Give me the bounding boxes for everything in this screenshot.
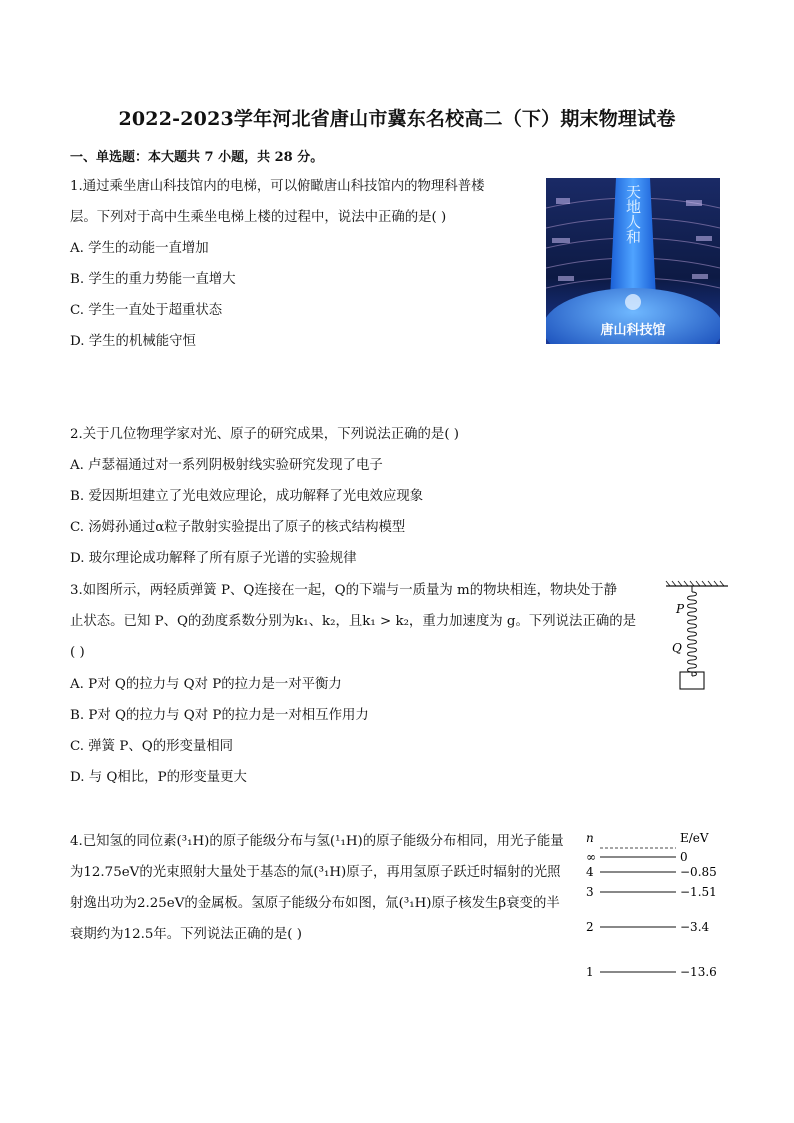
energy-level-e-4: −3.4 [680,920,710,934]
q2-stem: 2.关于几位物理学家对光、原子的研究成果，下列说法正确的是( ) [70,427,460,442]
q3-option-d[interactable]: D. 与 Q相比，P的形变量更大 [70,770,247,785]
photo-column-text: 天地人和 [624,184,642,244]
energy-level-e-2: −0.85 [680,865,717,879]
energy-unit-label: E/eV [680,831,709,845]
q2-option-c[interactable]: C. 汤姆孙通过α粒子散射实验提出了原子的核式结构模型 [70,520,406,535]
q1-stem-line1: 1.通过乘坐唐山科技馆内的电梯，可以俯瞰唐山科技馆内的物理科普楼 [70,179,485,194]
energy-n-label: n [586,831,594,845]
spring-label-q: Q [672,641,682,655]
q3-stem-line1: 3.如图所示，两轻质弹簧 P、Q连接在一起，Q的下端与一质量为 m的物块相连，物块处于静 [70,583,618,598]
spring-label-p: P [676,602,685,616]
q2-option-b[interactable]: B. 爱因斯坦建立了光电效应理论，成功解释了光电效应现象 [70,489,424,504]
q4-stem-line3: 射逸出功为2.25eV的金属板。氢原子能级分布如图，氚(³₁H)原子核发生β衰变的半 [70,896,560,911]
q3-stem-line2: 止状态。已知 P、Q的劲度系数分别为k₁、k₂，且k₁ > k₂，重力加速度为 g。下列说法正确的是 [70,614,637,629]
energy-level-n-3: 3 [586,885,594,899]
q1-stem-line2: 层。下列对于高中生乘坐电梯上楼的过程中，说法中正确的是( ) [70,210,447,225]
q1-option-a[interactable]: A. 学生的动能一直增加 [70,241,209,256]
page-title: 2022-2023学年河北省唐山市冀东名校高二（下）期末物理试卷 [118,108,676,130]
spring-diagram [662,580,732,692]
q2-option-d[interactable]: D. 玻尔理论成功解释了所有原子光谱的实验规律 [70,551,357,566]
energy-level-e-3: −1.51 [680,885,717,899]
q3-option-a[interactable]: A. P对 Q的拉力与 Q对 P的拉力是一对平衡力 [70,677,342,692]
section-heading: 一、单选题：本大题共 7 小题，共 28 分。 [70,150,324,165]
energy-level-n-2: 4 [586,865,594,879]
energy-level-n-4: 2 [586,920,594,934]
energy-level-diagram [580,826,730,986]
photo-dome-text: 唐山科技馆 [600,323,666,338]
q4-stem-line1: 4.已知氢的同位素(³₁H)的原子能级分布与氢(¹₁H)的原子能级分布相同，用光子能量 [70,834,564,849]
q1-option-d[interactable]: D. 学生的机械能守恒 [70,334,196,349]
energy-level-n-1: ∞ [586,850,596,864]
q4-stem-line2: 为12.75eV的光束照射大量处于基态的氚(³₁H)原子，再用氢原子跃迁时辐射的光照 [70,865,561,880]
q1-option-c[interactable]: C. 学生一直处于超重状态 [70,303,223,318]
q3-option-b[interactable]: B. P对 Q的拉力与 Q对 P的拉力是一对相互作用力 [70,708,369,723]
science-museum-photo [546,178,720,344]
energy-level-e-5: −13.6 [680,965,717,979]
q1-option-b[interactable]: B. 学生的重力势能一直增大 [70,272,236,287]
q2-option-a[interactable]: A. 卢瑟福通过对一系列阴极射线实验研究发现了电子 [70,458,383,473]
q4-stem-line4: 衰期约为12.5年。下列说法正确的是( ) [70,927,302,942]
energy-level-n-5: 1 [586,965,594,979]
q3-option-c[interactable]: C. 弹簧 P、Q的形变量相同 [70,739,234,754]
q3-stem-line3: ( ) [70,645,85,660]
energy-level-e-1: 0 [680,850,688,864]
